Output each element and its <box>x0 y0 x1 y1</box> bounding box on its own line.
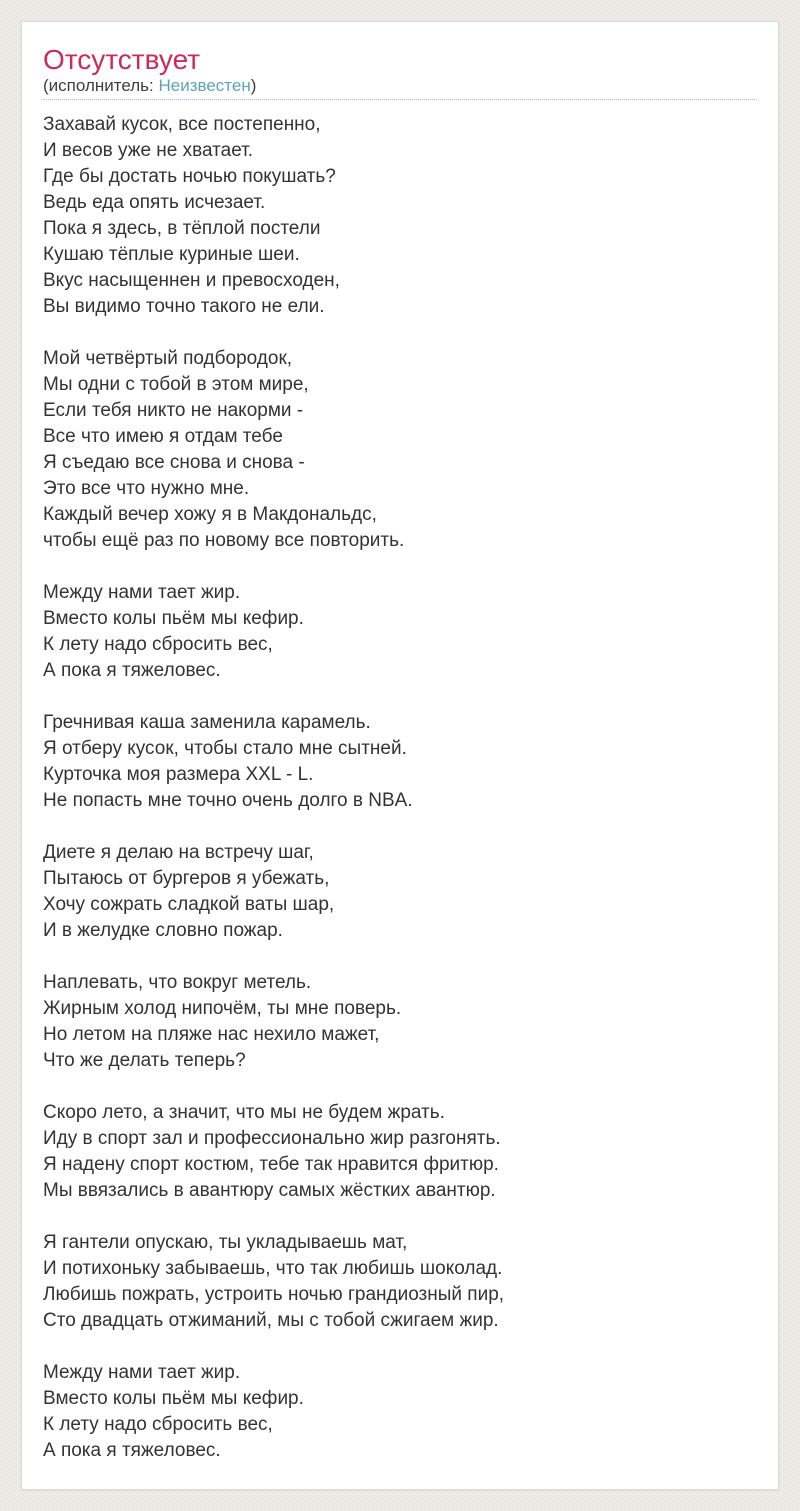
stanza <box>43 970 757 1074</box>
stanza <box>43 346 757 554</box>
lyric-line: Сто двадцать отжиманий, мы с тобой сжигаем жир. <box>43 1310 499 1331</box>
lyric-line: Каждый вечер хожу я в Макдональдс, <box>43 504 377 525</box>
lyric-line: Вы видимо точно такого не ели. <box>43 296 325 317</box>
artist-label-prefix: (исполнитель: <box>43 76 159 95</box>
lyric-line: Вместо колы пьём мы кефир. <box>43 608 304 629</box>
artist-link[interactable]: Неизвестен <box>158 76 251 95</box>
lyric-line: Жирным холод нипочём, ты мне поверь. <box>43 998 402 1019</box>
lyric-line: Вкус насыщеннен и превосходен, <box>43 270 340 291</box>
lyric-line: Я гантели опускаю, ты укладываешь мат, <box>43 1232 408 1253</box>
lyric-line: Хочу сожрать сладкой ваты шар, <box>43 894 335 915</box>
lyric-line: Все что имею я отдам тебе <box>43 426 283 447</box>
lyric-line: Пока я здесь, в тёплой постели <box>43 218 321 239</box>
lyric-line: К лету надо сбросить вес, <box>43 634 273 655</box>
lyric-line: Но летом на пляже нас нехило мажет, <box>43 1024 380 1045</box>
stanza <box>43 580 757 684</box>
lyric-line: Наплевать, что вокруг метель. <box>43 972 312 993</box>
lyrics-card <box>21 21 779 1490</box>
lyric-line: Это все что нужно мне. <box>43 478 250 499</box>
page-title: Отсутствует <box>43 44 201 75</box>
lyric-line: Пытаюсь от бургеров я убежать, <box>43 868 330 889</box>
stanza <box>43 1230 757 1334</box>
artist-label-suffix: ) <box>250 76 257 95</box>
lyric-line: чтобы ещё раз по новому все повторить. <box>43 530 405 551</box>
lyric-line: Гречнивая каша заменила карамель. <box>43 712 371 733</box>
lyric-line: Вместо колы пьём мы кефир. <box>43 1388 304 1409</box>
lyric-line: Захавай кусок, все постепенно, <box>43 114 321 135</box>
lyric-line: Не попасть мне точно очень долго в NBA. <box>43 790 413 811</box>
lyric-line: Я надену спорт костюм, тебе так нравится фритюр. <box>43 1154 499 1175</box>
stanza <box>43 1100 757 1204</box>
lyric-line: Где бы достать ночью покушать? <box>43 166 336 187</box>
lyrics <box>43 112 757 1464</box>
stanza <box>43 1360 757 1464</box>
lyric-line: Мы ввязались в авантюру самых жёстких авантюр. <box>43 1180 496 1201</box>
lyric-line: Курточка моя размера XXL - L. <box>43 764 314 785</box>
lyric-line: Что же делать теперь? <box>43 1050 246 1071</box>
stanza <box>43 112 757 320</box>
lyric-line: А пока я тяжеловес. <box>43 1440 221 1461</box>
lyric-line: Между нами тает жир. <box>43 1362 241 1383</box>
lyric-line: Я съедаю все снова и снова - <box>43 452 305 473</box>
stanza <box>43 840 757 944</box>
lyric-line: Любишь пожрать, устроить ночью грандиозный пир, <box>43 1284 505 1305</box>
lyric-line: Если тебя никто не накорми - <box>43 400 304 421</box>
lyric-line: А пока я тяжеловес. <box>43 660 221 681</box>
lyric-line: Между нами тает жир. <box>43 582 241 603</box>
lyric-line: Иду в спорт зал и профессионально жир разгонять. <box>43 1128 501 1149</box>
lyric-line: Диете я делаю на встречу шаг, <box>43 842 314 863</box>
lyric-line: К лету надо сбросить вес, <box>43 1414 273 1435</box>
artist-line <box>43 75 757 96</box>
page-header <box>43 44 757 100</box>
lyric-line: Кушаю тёплые куриные шеи. <box>43 244 300 265</box>
lyric-line: Мы одни с тобой в этом мире, <box>43 374 309 395</box>
lyric-line: И в желудке словно пожар. <box>43 920 283 941</box>
lyric-line: И весов уже не хватает. <box>43 140 254 161</box>
lyric-line: Мой четвёртый подбородок, <box>43 348 293 369</box>
lyric-line: Я отберу кусок, чтобы стало мне сытней. <box>43 738 407 759</box>
lyric-line: Скоро лето, а значит, что мы не будем жрать. <box>43 1102 445 1123</box>
stanza <box>43 710 757 814</box>
lyric-line: Ведь еда опять исчезает. <box>43 192 266 213</box>
lyric-line: И потихоньку забываешь, что так любишь шоколад. <box>43 1258 503 1279</box>
